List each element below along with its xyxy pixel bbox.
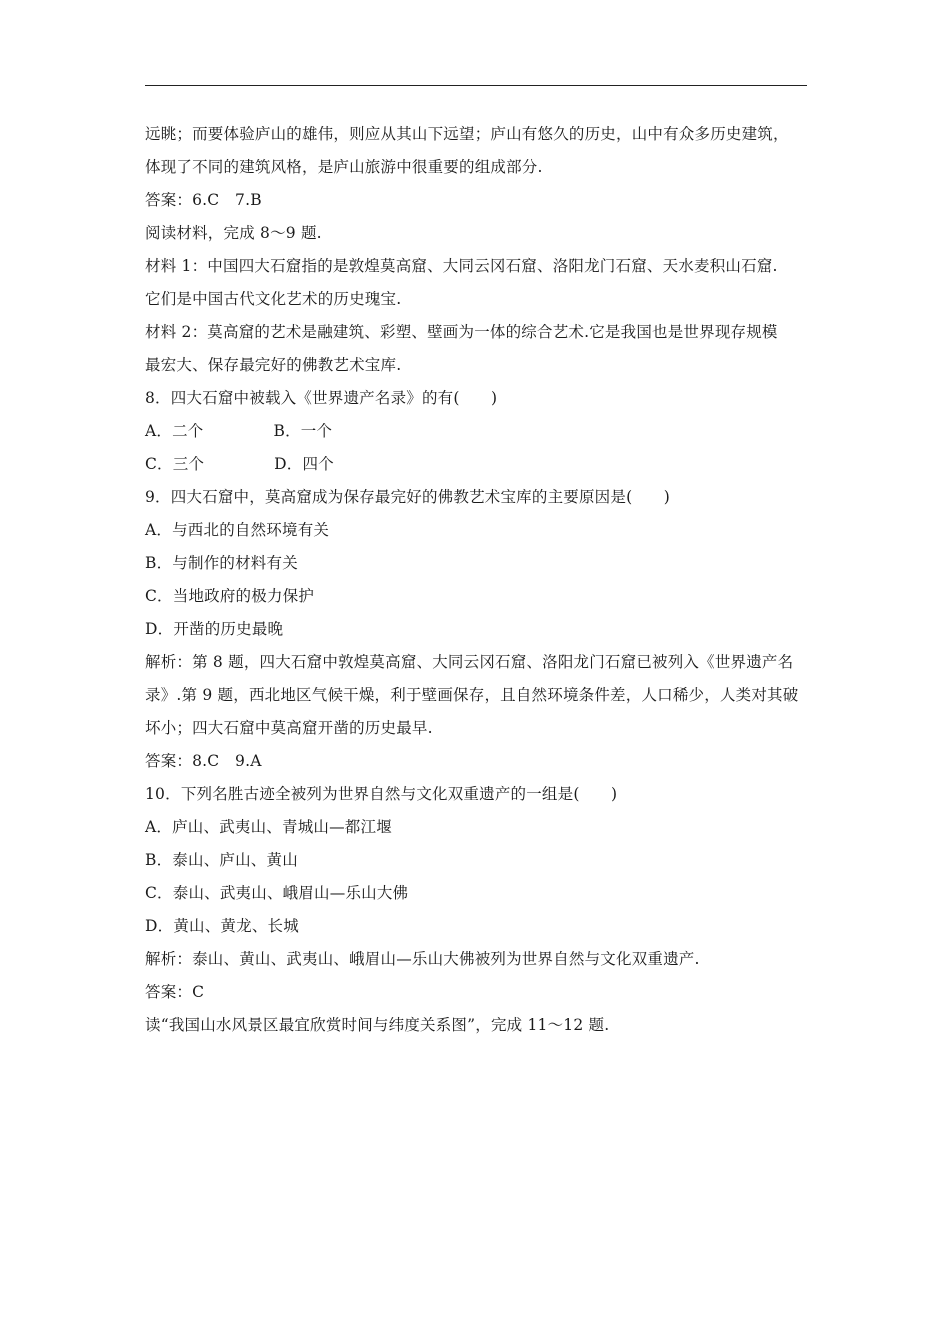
option-d: D．开凿的历史最晚 [145,620,284,638]
q8-options-row [145,448,807,481]
document-body [145,118,807,1042]
question-10: 10．下列名胜古迹全被列为世界自然与文化双重遗产的一组是( ) [145,785,618,803]
option-c: C．当地政府的极力保护 [145,587,315,605]
instruction-line: 阅读材料，完成 8～9 题. [145,224,322,242]
option-b: B．泰山、庐山、黄山 [145,851,298,869]
option-d: D．黄山、黄龙、长城 [145,917,299,935]
q8-options-row [145,415,807,448]
instruction-line: 读“我国山水风景区最宜欣赏时间与纬度关系图”，完成 11～12 题. [145,1016,610,1034]
material-2-line: 最宏大、保存最完好的佛教艺术宝库. [145,356,402,374]
option-c: C．三个 [145,455,205,473]
material-1-line: 材料 1：中国四大石窟指的是敦煌莫高窟、大同云冈石窟、洛阳龙门石窟、天水麦积山石窟. [145,257,778,275]
option-a: A．二个 [145,422,204,440]
material-1-line: 它们是中国古代文化艺术的历史瑰宝. [145,290,402,308]
option-c: C．泰山、武夷山、峨眉山—乐山大佛 [145,884,409,902]
text-line: 体现了不同的建筑风格，是庐山旅游中很重要的组成部分. [145,158,543,176]
header-rule [145,85,807,86]
answer-line: 答案：C [145,983,205,1001]
option-b: B．与制作的材料有关 [145,554,298,572]
material-2-line: 材料 2：莫高窟的艺术是融建筑、彩塑、壁画为一体的综合艺术.它是我国也是世界现存规模 [145,323,778,341]
question-9: 9．四大石窟中，莫高窟成为保存最完好的佛教艺术宝库的主要原因是( ) [145,488,670,506]
answer-line: 答案：8.C 9.A [145,752,262,770]
option-a: A．庐山、武夷山、青城山—都江堰 [145,818,392,836]
analysis-line: 解析：泰山、黄山、武夷山、峨眉山—乐山大佛被列为世界自然与文化双重遗产. [145,950,700,968]
analysis-line: 录》.第 9 题，西北地区气候干燥，利于壁画保存，且自然环境条件差，人口稀少，人类对其破 [145,686,799,704]
text-line: 远眺；而要体验庐山的雄伟，则应从其山下远望；庐山有悠久的历史，山中有众多历史建筑， [145,125,789,143]
analysis-line: 坏小；四大石窟中莫高窟开凿的历史最早. [145,719,433,737]
answer-line: 答案：6.C 7.B [145,191,262,209]
option-a: A．与西北的自然环境有关 [145,521,330,539]
option-d: D．四个 [274,455,334,473]
question-8: 8．四大石窟中被载入《世界遗产名录》的有( ) [145,389,498,407]
analysis-line: 解析：第 8 题，四大石窟中敦煌莫高窟、大同云冈石窟、洛阳龙门石窟已被列入《世界遗产名 [145,653,794,671]
option-b: B．一个 [273,422,333,440]
